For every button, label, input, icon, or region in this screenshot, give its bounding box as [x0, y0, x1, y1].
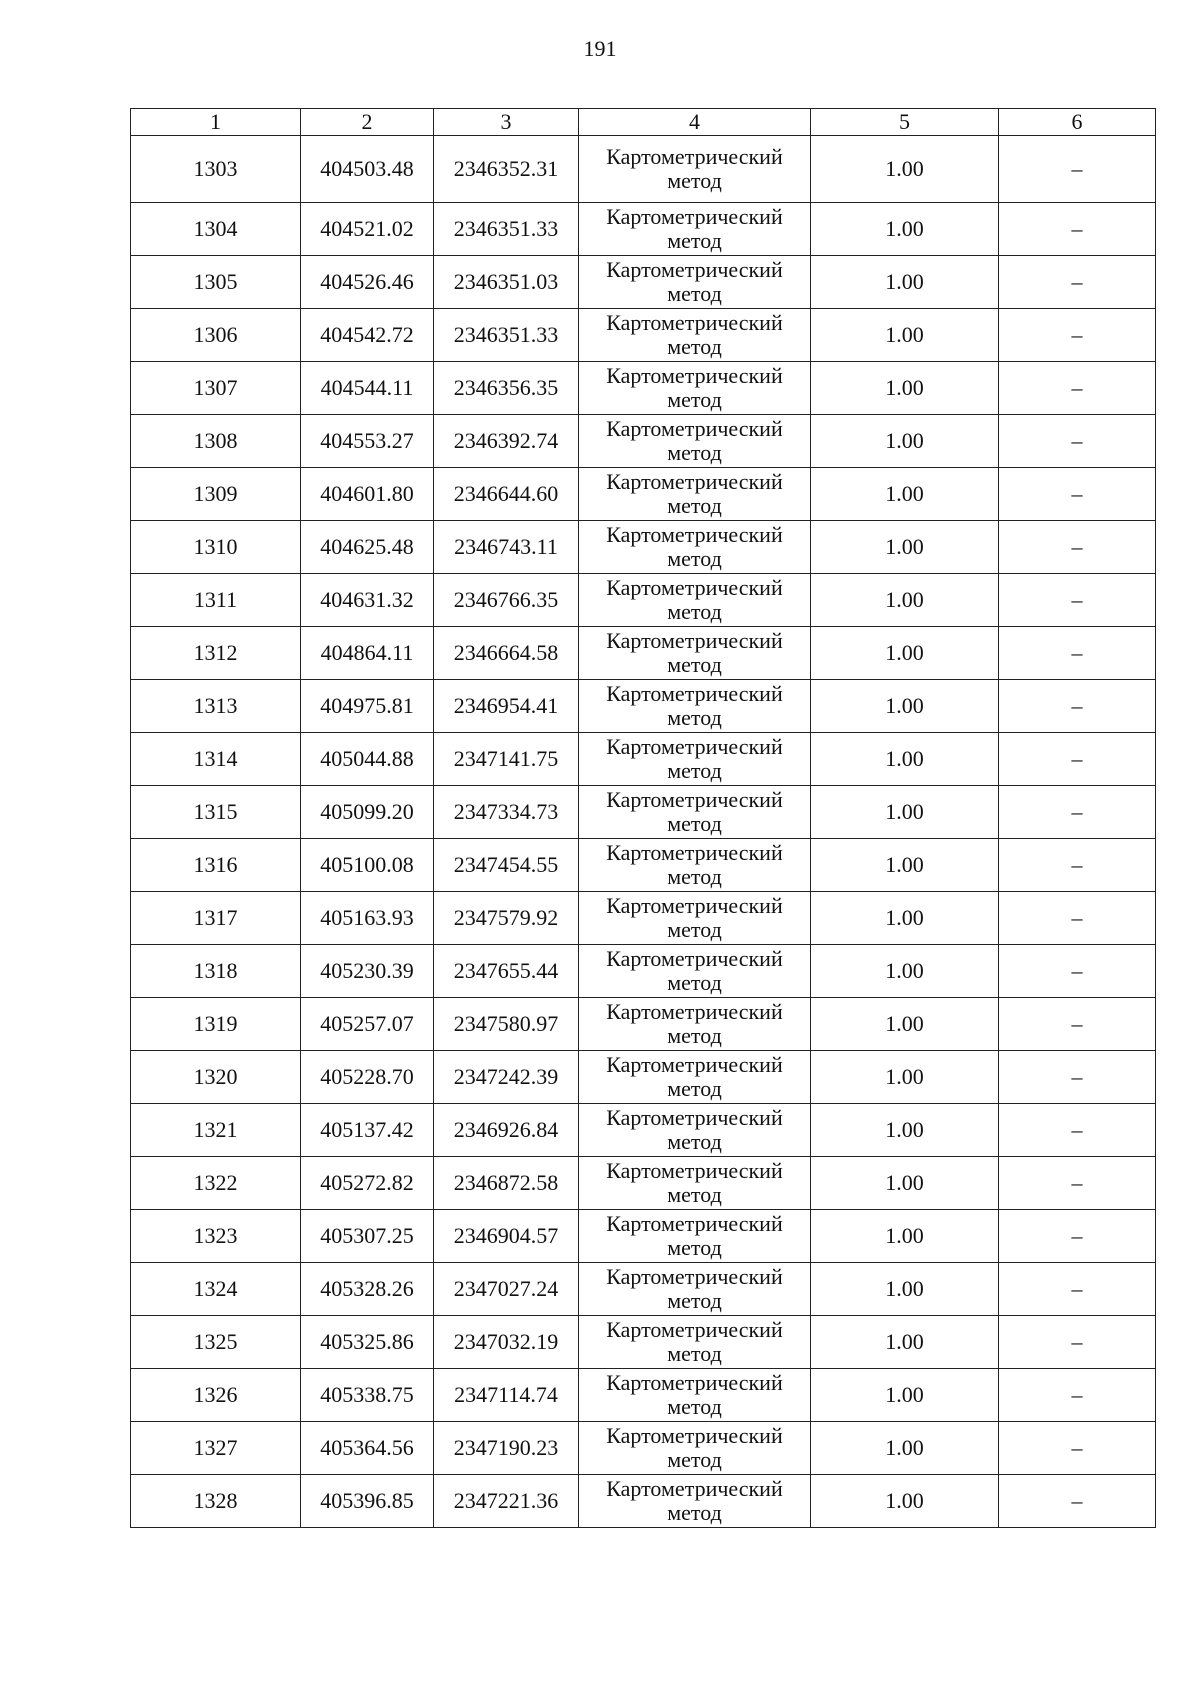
note-cell: –	[999, 680, 1156, 733]
method-cell	[579, 998, 811, 1051]
method-cell	[579, 1475, 811, 1528]
accuracy-cell: 1.00	[811, 786, 999, 839]
note-cell: –	[999, 468, 1156, 521]
accuracy-cell: 1.00	[811, 1104, 999, 1157]
x-coordinate-cell: 405163.93	[301, 892, 434, 945]
note-cell: –	[999, 1263, 1156, 1316]
header-col-2: 2	[301, 109, 434, 136]
x-coordinate-cell: 405228.70	[301, 1051, 434, 1104]
x-coordinate-cell: 404864.11	[301, 627, 434, 680]
header-col-1: 1	[131, 109, 301, 136]
method-cell	[579, 574, 811, 627]
method-cell	[579, 1316, 811, 1369]
table-row	[131, 733, 1156, 786]
method-cell	[579, 468, 811, 521]
y-coordinate-cell: 2347221.36	[434, 1475, 579, 1528]
method-line-2: метод	[667, 493, 722, 518]
method-line-1: Картометрический	[606, 1158, 783, 1183]
table-row	[131, 627, 1156, 680]
y-coordinate-cell: 2347114.74	[434, 1369, 579, 1422]
y-coordinate-cell: 2347190.23	[434, 1422, 579, 1475]
table-row	[131, 1369, 1156, 1422]
y-coordinate-cell: 2346926.84	[434, 1104, 579, 1157]
point-number-cell: 1326	[131, 1369, 301, 1422]
method-line-1: Картометрический	[606, 363, 783, 388]
method-line-2: метод	[667, 1341, 722, 1366]
accuracy-cell: 1.00	[811, 733, 999, 786]
method-cell	[579, 1422, 811, 1475]
x-coordinate-cell: 405396.85	[301, 1475, 434, 1528]
accuracy-cell: 1.00	[811, 521, 999, 574]
method-line-2: метод	[667, 1129, 722, 1154]
point-number-cell: 1312	[131, 627, 301, 680]
y-coordinate-cell: 2347334.73	[434, 786, 579, 839]
method-line-2: метод	[667, 1235, 722, 1260]
method-cell	[579, 203, 811, 256]
method-line-1: Картометрический	[606, 787, 783, 812]
method-line-1: Картометрический	[606, 522, 783, 547]
x-coordinate-cell: 405328.26	[301, 1263, 434, 1316]
x-coordinate-cell: 404542.72	[301, 309, 434, 362]
accuracy-cell: 1.00	[811, 574, 999, 627]
method-line-2: метод	[667, 1394, 722, 1419]
point-number-cell: 1309	[131, 468, 301, 521]
note-cell: –	[999, 1157, 1156, 1210]
table-row	[131, 415, 1156, 468]
point-number-cell: 1304	[131, 203, 301, 256]
method-line-2: метод	[667, 1500, 722, 1525]
method-line-1: Картометрический	[606, 1423, 783, 1448]
note-cell: –	[999, 945, 1156, 998]
header-col-6: 6	[999, 109, 1156, 136]
method-line-2: метод	[667, 228, 722, 253]
method-line-2: метод	[667, 1182, 722, 1207]
method-line-2: метод	[667, 970, 722, 995]
table-body	[131, 136, 1156, 1528]
method-cell	[579, 136, 811, 203]
accuracy-cell: 1.00	[811, 839, 999, 892]
method-line-1: Картометрический	[606, 1317, 783, 1342]
method-line-1: Картометрический	[606, 999, 783, 1024]
note-cell: –	[999, 627, 1156, 680]
header-col-5: 5	[811, 109, 999, 136]
point-number-cell: 1320	[131, 1051, 301, 1104]
method-cell	[579, 627, 811, 680]
method-line-1: Картометрический	[606, 469, 783, 494]
method-line-2: метод	[667, 387, 722, 412]
y-coordinate-cell: 2346351.33	[434, 203, 579, 256]
point-number-cell: 1307	[131, 362, 301, 415]
method-line-2: метод	[667, 917, 722, 942]
point-number-cell: 1327	[131, 1422, 301, 1475]
method-line-2: метод	[667, 1023, 722, 1048]
method-line-2: метод	[667, 1076, 722, 1101]
method-line-1: Картометрический	[606, 1052, 783, 1077]
method-line-2: метод	[667, 168, 722, 193]
y-coordinate-cell: 2346766.35	[434, 574, 579, 627]
accuracy-cell: 1.00	[811, 203, 999, 256]
note-cell: –	[999, 892, 1156, 945]
method-line-1: Картометрический	[606, 1105, 783, 1130]
table-row	[131, 256, 1156, 309]
method-cell	[579, 362, 811, 415]
point-number-cell: 1319	[131, 998, 301, 1051]
method-cell	[579, 1210, 811, 1263]
method-line-1: Картометрический	[606, 416, 783, 441]
x-coordinate-cell: 404601.80	[301, 468, 434, 521]
point-number-cell: 1318	[131, 945, 301, 998]
method-line-2: метод	[667, 334, 722, 359]
note-cell: –	[999, 136, 1156, 203]
y-coordinate-cell: 2346644.60	[434, 468, 579, 521]
x-coordinate-cell: 405364.56	[301, 1422, 434, 1475]
method-cell	[579, 680, 811, 733]
y-coordinate-cell: 2346664.58	[434, 627, 579, 680]
method-line-2: метод	[667, 546, 722, 571]
y-coordinate-cell: 2346392.74	[434, 415, 579, 468]
note-cell: –	[999, 1316, 1156, 1369]
note-cell: –	[999, 998, 1156, 1051]
note-cell: –	[999, 1369, 1156, 1422]
note-cell: –	[999, 839, 1156, 892]
note-cell: –	[999, 521, 1156, 574]
x-coordinate-cell: 405100.08	[301, 839, 434, 892]
accuracy-cell: 1.00	[811, 309, 999, 362]
method-cell	[579, 1104, 811, 1157]
method-cell	[579, 309, 811, 362]
point-number-cell: 1324	[131, 1263, 301, 1316]
y-coordinate-cell: 2347032.19	[434, 1316, 579, 1369]
x-coordinate-cell: 405044.88	[301, 733, 434, 786]
method-line-2: метод	[667, 1288, 722, 1313]
method-cell	[579, 1369, 811, 1422]
point-number-cell: 1310	[131, 521, 301, 574]
accuracy-cell: 1.00	[811, 415, 999, 468]
accuracy-cell: 1.00	[811, 998, 999, 1051]
table-row	[131, 203, 1156, 256]
table-row	[131, 1316, 1156, 1369]
note-cell: –	[999, 362, 1156, 415]
table-row	[131, 839, 1156, 892]
method-line-1: Картометрический	[606, 575, 783, 600]
table-row	[131, 468, 1156, 521]
accuracy-cell: 1.00	[811, 1316, 999, 1369]
accuracy-cell: 1.00	[811, 1475, 999, 1528]
method-line-1: Картометрический	[606, 204, 783, 229]
method-line-1: Картометрический	[606, 893, 783, 918]
method-line-1: Картометрический	[606, 1211, 783, 1236]
y-coordinate-cell: 2347655.44	[434, 945, 579, 998]
accuracy-cell: 1.00	[811, 1210, 999, 1263]
point-number-cell: 1325	[131, 1316, 301, 1369]
method-line-2: метод	[667, 440, 722, 465]
point-number-cell: 1317	[131, 892, 301, 945]
accuracy-cell: 1.00	[811, 136, 999, 203]
note-cell: –	[999, 1104, 1156, 1157]
point-number-cell: 1323	[131, 1210, 301, 1263]
accuracy-cell: 1.00	[811, 256, 999, 309]
note-cell: –	[999, 1210, 1156, 1263]
table-row	[131, 136, 1156, 203]
accuracy-cell: 1.00	[811, 892, 999, 945]
accuracy-cell: 1.00	[811, 468, 999, 521]
x-coordinate-cell: 405099.20	[301, 786, 434, 839]
header-row	[131, 109, 1156, 136]
method-line-1: Картометрический	[606, 1476, 783, 1501]
note-cell: –	[999, 309, 1156, 362]
table-row	[131, 1210, 1156, 1263]
y-coordinate-cell: 2347242.39	[434, 1051, 579, 1104]
point-number-cell: 1303	[131, 136, 301, 203]
y-coordinate-cell: 2346872.58	[434, 1157, 579, 1210]
table-row	[131, 1157, 1156, 1210]
x-coordinate-cell: 404625.48	[301, 521, 434, 574]
point-number-cell: 1321	[131, 1104, 301, 1157]
y-coordinate-cell: 2346904.57	[434, 1210, 579, 1263]
method-line-1: Картометрический	[606, 840, 783, 865]
page-number: 191	[583, 36, 617, 61]
y-coordinate-cell: 2346954.41	[434, 680, 579, 733]
table-row	[131, 362, 1156, 415]
x-coordinate-cell: 404503.48	[301, 136, 434, 203]
header-col-3: 3	[434, 109, 579, 136]
method-line-2: метод	[667, 811, 722, 836]
method-line-2: метод	[667, 599, 722, 624]
table-row	[131, 892, 1156, 945]
accuracy-cell: 1.00	[811, 945, 999, 998]
accuracy-cell: 1.00	[811, 627, 999, 680]
x-coordinate-cell: 405272.82	[301, 1157, 434, 1210]
y-coordinate-cell: 2346351.33	[434, 309, 579, 362]
x-coordinate-cell: 405307.25	[301, 1210, 434, 1263]
y-coordinate-cell: 2347580.97	[434, 998, 579, 1051]
y-coordinate-cell: 2346352.31	[434, 136, 579, 203]
x-coordinate-cell: 404975.81	[301, 680, 434, 733]
method-cell	[579, 1157, 811, 1210]
x-coordinate-cell: 404526.46	[301, 256, 434, 309]
table-row	[131, 1051, 1156, 1104]
method-line-2: метод	[667, 652, 722, 677]
x-coordinate-cell: 404544.11	[301, 362, 434, 415]
method-line-2: метод	[667, 864, 722, 889]
method-line-1: Картометрический	[606, 946, 783, 971]
point-number-cell: 1322	[131, 1157, 301, 1210]
point-number-cell: 1314	[131, 733, 301, 786]
note-cell: –	[999, 1422, 1156, 1475]
note-cell: –	[999, 786, 1156, 839]
table-row	[131, 1263, 1156, 1316]
note-cell: –	[999, 574, 1156, 627]
accuracy-cell: 1.00	[811, 1369, 999, 1422]
y-coordinate-cell: 2347027.24	[434, 1263, 579, 1316]
method-cell	[579, 521, 811, 574]
x-coordinate-cell: 404553.27	[301, 415, 434, 468]
method-line-2: метод	[667, 281, 722, 306]
coordinates-table	[130, 108, 1156, 1528]
table-row	[131, 1422, 1156, 1475]
method-line-2: метод	[667, 758, 722, 783]
method-line-2: метод	[667, 1447, 722, 1472]
point-number-cell: 1316	[131, 839, 301, 892]
accuracy-cell: 1.00	[811, 362, 999, 415]
x-coordinate-cell: 405338.75	[301, 1369, 434, 1422]
table-row	[131, 309, 1156, 362]
method-cell	[579, 839, 811, 892]
note-cell: –	[999, 256, 1156, 309]
y-coordinate-cell: 2347579.92	[434, 892, 579, 945]
method-line-1: Картометрический	[606, 144, 783, 169]
accuracy-cell: 1.00	[811, 1263, 999, 1316]
note-cell: –	[999, 1475, 1156, 1528]
accuracy-cell: 1.00	[811, 1157, 999, 1210]
accuracy-cell: 1.00	[811, 1422, 999, 1475]
point-number-cell: 1328	[131, 1475, 301, 1528]
x-coordinate-cell: 405230.39	[301, 945, 434, 998]
point-number-cell: 1313	[131, 680, 301, 733]
table-row	[131, 1104, 1156, 1157]
table-row	[131, 998, 1156, 1051]
method-cell	[579, 892, 811, 945]
table-row	[131, 680, 1156, 733]
method-line-1: Картометрический	[606, 257, 783, 282]
table-row	[131, 574, 1156, 627]
method-cell	[579, 1263, 811, 1316]
method-line-1: Картометрический	[606, 734, 783, 759]
y-coordinate-cell: 2346351.03	[434, 256, 579, 309]
accuracy-cell: 1.00	[811, 680, 999, 733]
method-line-1: Картометрический	[606, 1370, 783, 1395]
y-coordinate-cell: 2346743.11	[434, 521, 579, 574]
table-row	[131, 1475, 1156, 1528]
note-cell: –	[999, 415, 1156, 468]
x-coordinate-cell: 404521.02	[301, 203, 434, 256]
method-cell	[579, 1051, 811, 1104]
x-coordinate-cell: 405257.07	[301, 998, 434, 1051]
note-cell: –	[999, 1051, 1156, 1104]
table-row	[131, 521, 1156, 574]
method-cell	[579, 256, 811, 309]
method-line-1: Картометрический	[606, 1264, 783, 1289]
method-line-1: Картометрический	[606, 310, 783, 335]
point-number-cell: 1311	[131, 574, 301, 627]
point-number-cell: 1308	[131, 415, 301, 468]
y-coordinate-cell: 2346356.35	[434, 362, 579, 415]
method-line-1: Картометрический	[606, 681, 783, 706]
method-line-2: метод	[667, 705, 722, 730]
table-header	[131, 109, 1156, 136]
table-row	[131, 786, 1156, 839]
note-cell: –	[999, 733, 1156, 786]
method-cell	[579, 733, 811, 786]
x-coordinate-cell: 404631.32	[301, 574, 434, 627]
method-line-1: Картометрический	[606, 628, 783, 653]
y-coordinate-cell: 2347141.75	[434, 733, 579, 786]
note-cell: –	[999, 203, 1156, 256]
method-cell	[579, 945, 811, 998]
y-coordinate-cell: 2347454.55	[434, 839, 579, 892]
method-cell	[579, 415, 811, 468]
point-number-cell: 1306	[131, 309, 301, 362]
accuracy-cell: 1.00	[811, 1051, 999, 1104]
method-cell	[579, 786, 811, 839]
header-col-4: 4	[579, 109, 811, 136]
x-coordinate-cell: 405137.42	[301, 1104, 434, 1157]
table-row	[131, 945, 1156, 998]
x-coordinate-cell: 405325.86	[301, 1316, 434, 1369]
point-number-cell: 1315	[131, 786, 301, 839]
point-number-cell: 1305	[131, 256, 301, 309]
